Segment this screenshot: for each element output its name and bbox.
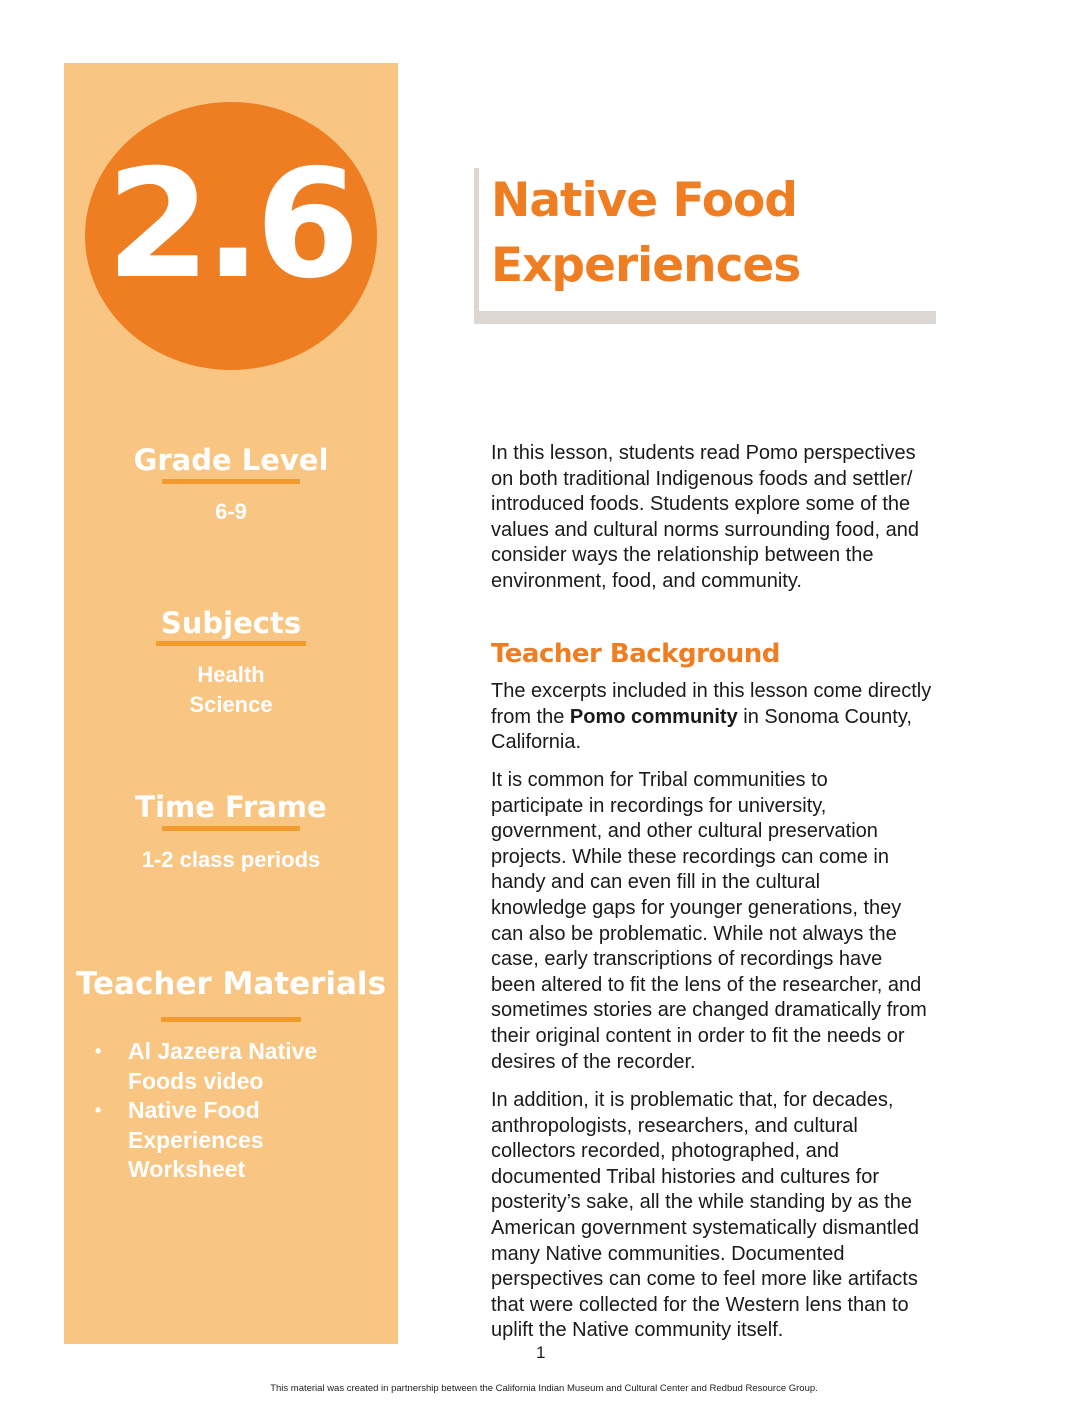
subject-science: Science [189, 692, 273, 717]
text-line: been altered to fit the lens of the researcher, and [491, 973, 922, 996]
grade-level-rule [162, 479, 300, 484]
time-frame-rule [162, 826, 300, 831]
material-item-line: Al Jazeera Native [128, 1038, 318, 1064]
text-line: In this lesson, students read Pomo perspectives [491, 442, 916, 464]
lesson-number: 2.6 [106, 138, 354, 312]
text-line: introduced foods. Students explore some of the [491, 493, 911, 516]
text-line: projects. While these recordings can come in [491, 845, 889, 868]
pomo-community-bold: Pomo community [569, 705, 738, 728]
text-line: on both traditional Indigenous foods and settler/ [491, 467, 913, 490]
text-line: consider ways the relationship between the [491, 544, 874, 567]
material-item-line: Worksheet [128, 1156, 246, 1182]
material-item-video [95, 1037, 385, 1096]
title-block [474, 168, 936, 324]
text-line: uplift the Native community itself. [491, 1319, 784, 1342]
background-paragraph-1 [491, 679, 1031, 756]
text-line: perspectives can come to feel more like artifacts [491, 1268, 918, 1291]
material-item-line: Native Food [128, 1097, 260, 1123]
bullet-icon: • [95, 1100, 102, 1120]
page-title [491, 168, 800, 298]
background-paragraph-3 [491, 1088, 1031, 1344]
text-line: case, early transcriptions of recordings have [491, 948, 883, 971]
text-line: in Sonoma County, [737, 705, 912, 728]
text-line: participate in recordings for university, [491, 794, 827, 817]
text-line: from the [491, 705, 570, 728]
text-line: California. [491, 731, 582, 754]
grade-level-heading: Grade Level [133, 443, 329, 477]
text-line: The excerpts included in this lesson come directly [491, 680, 932, 702]
grade-level-value: 6-9 [215, 499, 247, 524]
text-line: It is common for Tribal communities to [491, 769, 828, 791]
text-line: knowledge gaps for younger generations, they [491, 896, 902, 919]
bullet-icon: • [95, 1041, 102, 1061]
text-line: desires of the recorder. [491, 1050, 696, 1073]
time-frame-heading: Time Frame [135, 790, 327, 824]
subjects-rule [156, 641, 306, 646]
teacher-materials-list [95, 1037, 385, 1185]
title-rule-left [474, 168, 479, 324]
text-line: anthropologists, researchers, and cultural [491, 1114, 858, 1137]
text-line: values and cultural norms surrounding food, and [491, 518, 920, 541]
teacher-background-heading: Teacher Background [491, 639, 780, 669]
text-line: environment, food, and community. [491, 569, 802, 592]
teacher-materials-heading: Teacher Materials [75, 966, 387, 1002]
text-line: many Native communities. Documented [491, 1242, 845, 1265]
footer-credit: This material was created in partnership between the California Indian Museum and Cultural Center and Redbud Resource Group. [270, 1383, 818, 1394]
page-title-line: Experiences [491, 238, 801, 293]
background-paragraph-2 [491, 768, 1031, 1075]
text-line: In addition, it is problematic that, for decades, [491, 1089, 894, 1111]
text-line: handy and can even fill in the cultural [491, 871, 821, 894]
material-item-worksheet [95, 1096, 385, 1185]
material-item-line: Foods video [128, 1067, 264, 1094]
subjects-heading: Subjects [160, 606, 302, 640]
page-number: 1 [536, 1343, 546, 1362]
page-title-line: Native Food [491, 173, 797, 228]
subject-health: Health [197, 662, 265, 687]
text-line: documented Tribal histories and cultures for [491, 1165, 879, 1188]
text-line: government, and other cultural preservation [491, 820, 878, 843]
text-line: their original content in order to fit the needs or [491, 1024, 905, 1047]
text-line: collectors recorded, photographed, and [491, 1140, 840, 1163]
text-line: that were collected for the Western lens than to [491, 1293, 909, 1316]
teacher-materials-rule [161, 1017, 301, 1022]
time-frame-value: 1-2 class periods [141, 847, 321, 872]
intro-paragraph [491, 441, 1031, 595]
text-line: sometimes stories are changed dramatically from [491, 999, 927, 1022]
title-rule-bottom [474, 311, 936, 324]
text-line: posterity’s sake, all the while standing by as the [491, 1191, 912, 1214]
text-line: can also be problematic. While not always the [491, 922, 897, 945]
text-line: American government systematically dismantled [491, 1216, 919, 1239]
material-item-line: Experiences [128, 1126, 264, 1153]
